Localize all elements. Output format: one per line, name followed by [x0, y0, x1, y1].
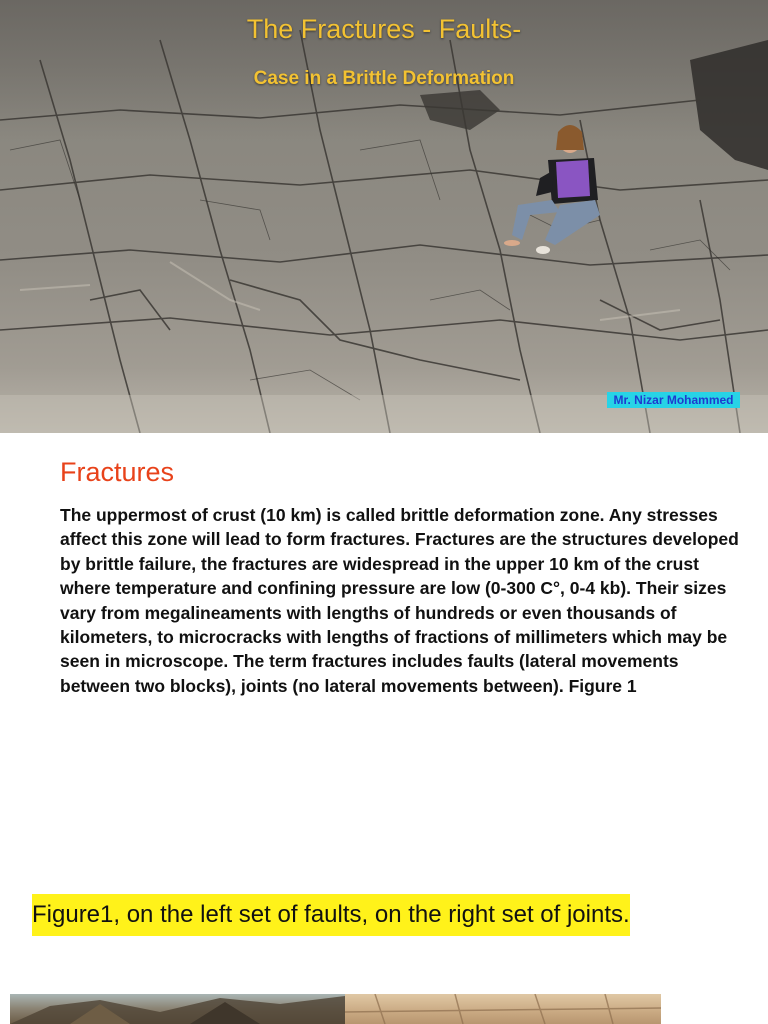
author-label: Mr. Nizar Mohammed — [607, 392, 740, 408]
figure-caption: Figure1, on the left set of faults, on the right set of joints. — [32, 894, 630, 936]
section-heading: Fractures — [60, 457, 175, 487]
hero-photo — [0, 0, 768, 433]
slide-subtitle: Case in a Brittle Deformation — [253, 68, 515, 89]
body-paragraph: The uppermost of crust (10 km) is called brittle deformation zone. Any stresses affect this zone will lead to form fractures. Fractures are the structures developed by brittle failure, the fractures are widespread in the upper 10 km of the crust where temperature and confining pressure are low (0-300 C°, 0-4 kb). Their sizes vary from megalineaments with lengths of hundreds or even thousands of kilometers, to microcracks with lengths of fractions of millimeters which may be seen in microscope. The term fractures includes faults (lateral movements between two blocks), joints (no lateral movements between). Figure 1 — [60, 505, 739, 696]
rock-fracture-illustration — [0, 0, 768, 433]
slide-title: The Fractures - Faults- — [246, 14, 522, 44]
figure-image-faults — [10, 994, 345, 1024]
figure-image-joints — [345, 994, 661, 1024]
